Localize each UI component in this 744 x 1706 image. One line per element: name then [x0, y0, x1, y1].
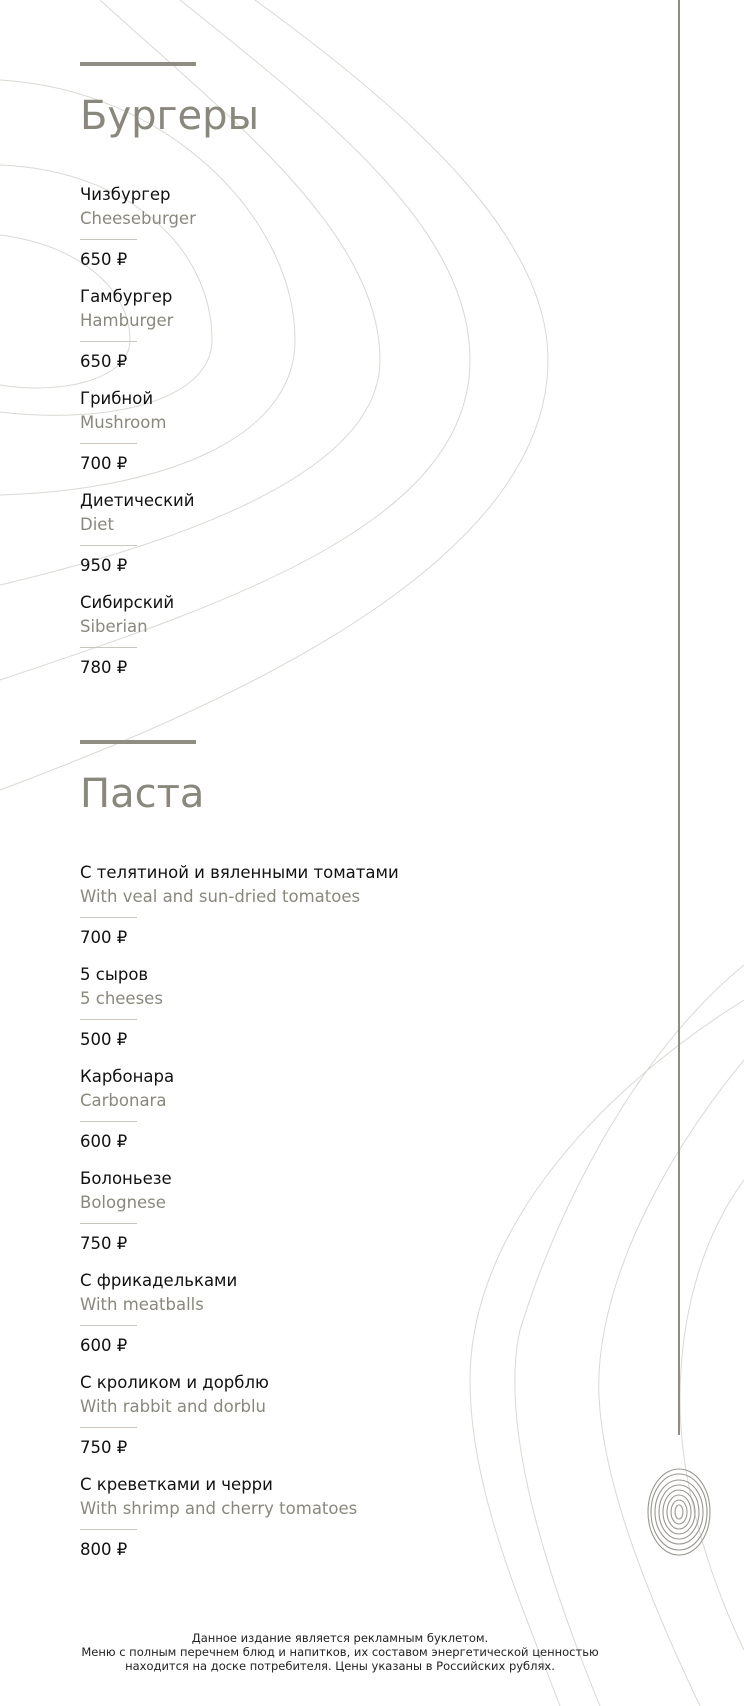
menu-item: [80, 387, 680, 489]
item-price: 600 ₽: [80, 1336, 128, 1355]
item-divider: [80, 1427, 137, 1428]
item-name-en: With shrimp and cherry tomatoes: [80, 1499, 358, 1518]
footer-disclaimer: [60, 1631, 620, 1673]
item-price: 800 ₽: [80, 1540, 128, 1559]
item-name-en: Mushroom: [80, 413, 167, 432]
menu-item: [80, 183, 680, 285]
item-name-ru: Гамбургер: [80, 287, 173, 306]
item-name-ru: Диетический: [80, 491, 195, 510]
item-price: 750 ₽: [80, 1438, 128, 1457]
section-title-bar: [80, 62, 196, 66]
item-name-en: Hamburger: [80, 311, 174, 330]
item-divider: [80, 443, 137, 444]
item-name-ru: С кроликом и дорблю: [80, 1373, 269, 1392]
item-divider: [80, 341, 137, 342]
item-name-en: With rabbit and dorblu: [80, 1397, 267, 1416]
item-name-ru: Болоньезе: [80, 1169, 172, 1188]
menu-item: [80, 1473, 680, 1575]
item-name-ru: Карбонара: [80, 1067, 175, 1086]
item-name-ru: Грибной: [80, 389, 154, 408]
item-divider: [80, 917, 137, 918]
footer-line-2: Меню с полным перечнем блюд и напитков, их составом энергетической ценностью: [81, 1645, 599, 1659]
item-name-ru: Чизбургер: [80, 185, 171, 204]
menu-item: [80, 1371, 680, 1473]
item-name-ru: С телятиной и вяленными томатами: [80, 863, 399, 882]
item-divider: [80, 1019, 137, 1020]
menu-section-pasta: [80, 740, 680, 1575]
item-name-en: Diet: [80, 515, 114, 534]
item-price: 650 ₽: [80, 352, 128, 371]
section-title-bar: [80, 740, 196, 744]
item-divider: [80, 545, 137, 546]
menu-item: [80, 1269, 680, 1371]
item-name-en: Cheeseburger: [80, 209, 196, 228]
item-price: 750 ₽: [80, 1234, 128, 1253]
menu-item: [80, 861, 680, 963]
menu-item: [80, 1065, 680, 1167]
item-divider: [80, 1223, 137, 1224]
section-title: Бургеры: [80, 93, 260, 139]
footer-line-1: Данное издание является рекламным буклетом.: [191, 1631, 489, 1645]
menu-item: [80, 963, 680, 1065]
footer-line-3: находится на доске потребителя. Цены указаны в Российских рублях.: [125, 1659, 555, 1673]
item-divider: [80, 647, 137, 648]
item-name-en: Bolognese: [80, 1193, 166, 1212]
item-price: 950 ₽: [80, 556, 128, 575]
item-divider: [80, 239, 137, 240]
item-price: 700 ₽: [80, 928, 128, 947]
item-name-en: Carbonara: [80, 1091, 167, 1110]
item-name-ru: С фрикадельками: [80, 1271, 238, 1290]
menu-item: [80, 285, 680, 387]
section-title: Паста: [80, 771, 205, 817]
menu-items-list: [80, 183, 680, 693]
menu-item: [80, 489, 680, 591]
item-divider: [80, 1529, 137, 1530]
item-name-ru: С креветками и черри: [80, 1475, 273, 1494]
menu-item: [80, 1167, 680, 1269]
item-divider: [80, 1325, 137, 1326]
item-name-ru: Сибирский: [80, 593, 175, 612]
item-name-en: 5 cheeses: [80, 989, 163, 1008]
item-name-en: Siberian: [80, 617, 148, 636]
item-name-en: With meatballs: [80, 1295, 204, 1314]
item-name-en: With veal and sun-dried tomatoes: [80, 887, 361, 906]
item-price: 780 ₽: [80, 658, 128, 677]
menu-item: [80, 591, 680, 693]
item-price: 500 ₽: [80, 1030, 128, 1049]
menu-section-burgers: [80, 62, 680, 693]
item-divider: [80, 1121, 137, 1122]
item-price: 600 ₽: [80, 1132, 128, 1151]
item-name-ru: 5 сыров: [80, 965, 149, 984]
item-price: 700 ₽: [80, 454, 128, 473]
menu-items-list: [80, 861, 680, 1575]
item-price: 650 ₽: [80, 250, 128, 269]
